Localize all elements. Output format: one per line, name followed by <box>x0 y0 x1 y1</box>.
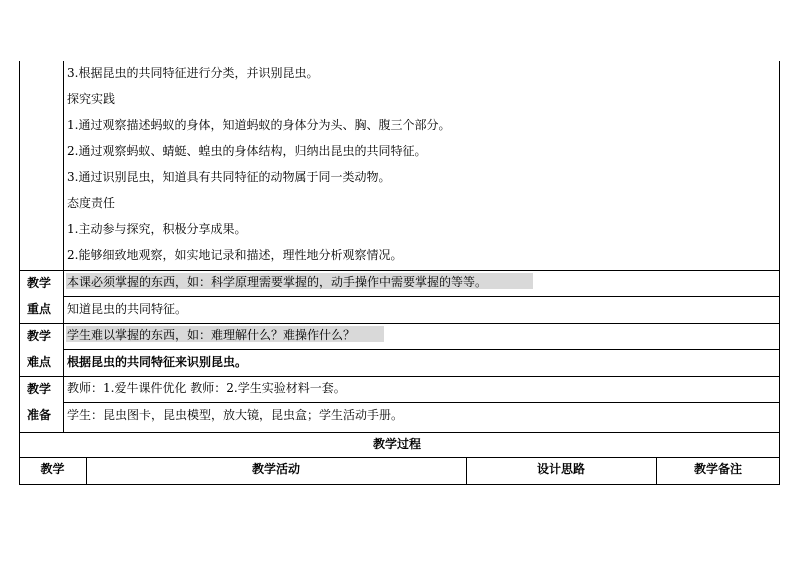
row-divider-key-points-inner <box>63 296 780 297</box>
process-column-header: 教学备注 <box>693 462 742 476</box>
table-right-border <box>779 61 780 485</box>
key-points-content: 知道昆虫的共同特征。 <box>67 302 188 316</box>
practice-line-1: 1.通过观察描述蚂蚁的身体，知道蚂蚁的身体分为头、胸、腹三个部分。 <box>67 118 451 132</box>
row-divider-difficult-points <box>19 323 780 324</box>
process-column-header: 设计思路 <box>536 462 585 476</box>
preparation-label-top: 教学 <box>27 382 52 396</box>
preparation-teacher: 教师：1.爱牛课件优化 教师：2.学生实验材料一套。 <box>67 381 346 395</box>
row-divider-preparation <box>19 376 780 377</box>
practice-line-2: 2.通过观察蚂蚁、蜻蜓、蝗虫的身体结构，归纳出昆虫的共同特征。 <box>67 144 427 158</box>
process-column-header: 教学 <box>40 462 65 476</box>
table-bottom-border <box>19 484 780 485</box>
difficult-points-label-top: 教学 <box>27 329 52 343</box>
attitude-heading: 态度责任 <box>67 196 116 210</box>
difficult-points-hint: 学生难以掌握的东西，如：难理解什么？难操作什么？ <box>67 328 356 342</box>
process-title: 教学过程 <box>372 437 421 451</box>
key-points-label-bottom: 重点 <box>27 302 52 316</box>
process-column-header: 教学活动 <box>251 462 300 476</box>
key-points-hint: 本课必须掌握的东西，如：科学原理需要掌握的，动手操作中需要掌握的等等。 <box>67 275 488 289</box>
difficult-points-content: 根据昆虫的共同特征来识别昆虫。 <box>67 355 248 369</box>
key-points-label-top: 教学 <box>27 276 52 290</box>
practice-line-3: 3.通过识别昆虫，知道具有共同特征的动物属于同一类动物。 <box>67 170 391 184</box>
row-divider-preparation-inner <box>63 402 780 403</box>
preparation-student: 学生：昆虫图卡，昆虫模型，放大镜，昆虫盒；学生活动手册。 <box>67 408 404 422</box>
objective-line-3: 3.根据昆虫的共同特征进行分类，并识别昆虫。 <box>67 66 319 80</box>
difficult-points-label-bottom: 难点 <box>27 355 52 369</box>
preparation-label-bottom: 准备 <box>27 408 52 422</box>
attitude-line-2: 2.能够细致地观察，如实地记录和描述，理性地分析观察情况。 <box>67 248 403 262</box>
table-left-border <box>19 61 20 485</box>
row-divider-process-header <box>19 457 780 458</box>
attitude-line-1: 1.主动参与探究，积极分享成果。 <box>67 222 247 236</box>
row-divider-process-title <box>19 432 780 433</box>
practice-heading: 探究实践 <box>67 92 116 106</box>
row-divider-key-points <box>19 270 780 271</box>
row-divider-difficult-points-inner <box>63 349 780 350</box>
